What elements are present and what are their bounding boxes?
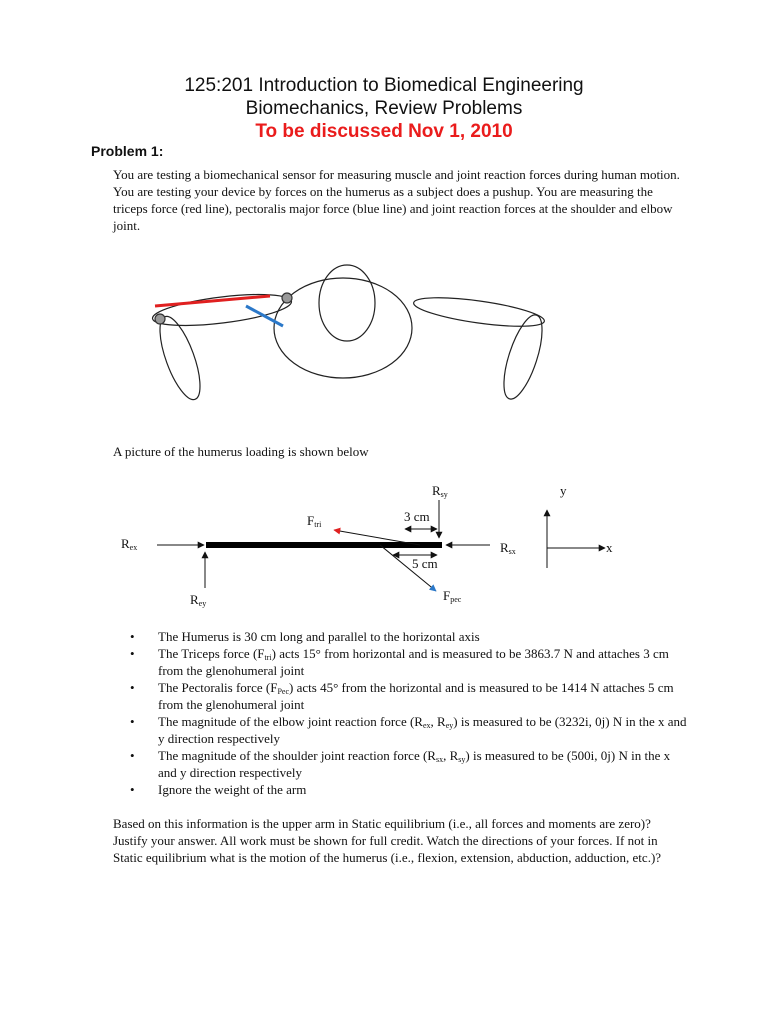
rex-label: Rex [121,536,138,552]
bullet-icon: • [130,629,135,644]
y-axis-label: y [560,483,567,498]
closing-question: Based on this information is the upper arm in Static equilibrium (i.e., all forces and moments are zero)? Justify your answer. All work must be shown for full credit. Watch the directions of your forces. If not in Static equilibrium what is the motion of the humerus (i.e., flexion, extension, abduction, adduction, etc.)? [113,816,662,865]
figure-caption: A picture of the humerus loading is shown below [113,444,369,459]
dimension-5cm-label: 5 cm [412,556,438,571]
rey-label: Rey [190,592,207,608]
course-title: 125:201 Introduction to Biomedical Engineering [184,75,584,96]
ftri-label: Ftri [307,513,322,529]
problem-label: Problem 1: [91,143,164,159]
rsy-label: Rsy [432,483,448,499]
given-data-list [113,628,688,798]
dimension-3cm-label: 3 cm [404,509,430,524]
topic-title: Biomechanics, Review Problems [245,98,523,119]
list-item: • The magnitude of the shoulder joint reaction force ($R_{sx}$, $R_{sy}$) is measured to be (500i, 0j) N in the x and y direction respectively [130,748,671,780]
list-item: • The Humerus is 30 cm long and parallel to the horizontal axis [130,629,480,644]
discussion-date: To be discussed Nov 1, 2010 [255,121,513,142]
list-item: • The Pectoralis force $(F_{Pec})$ acts 45° from the horizontal and is measured to be 1414 N attaches 5 cm from the glenohumeral joint [130,680,674,712]
rsx-label: Rsx [500,540,516,556]
bullet-icon: • [130,680,135,695]
bullet-icon: • [130,646,135,661]
list-item: • The Triceps force $(F_{tri})$ acts 15° from horizontal and is measured to be 3863.7 N and attaches 3 cm from the glenohumeral joint [130,646,669,678]
list-item: • Ignore the weight of the arm [130,782,307,797]
bullet-icon: • [130,782,135,797]
list-item: • The magnitude of the elbow joint reaction force ($R_{ex}$, $R_{ey}$) is measured to be (3232i, 0j) N in the x and y direction respectively [130,714,687,746]
bullet-icon: • [130,714,135,729]
bullet-icon: • [130,748,135,763]
fpec-label: Fpec [443,588,462,604]
problem-intro: You are testing a biomechanical sensor for measuring muscle and joint reaction forces during human motion. You are testing your device by forces on the humerus as a subject does a pushup. You are measuring the triceps force (red line), pectoralis major force (blue line) and joint reaction forces at the shoulder and elbow joint. [113,167,680,233]
x-axis-label: x [606,540,613,555]
